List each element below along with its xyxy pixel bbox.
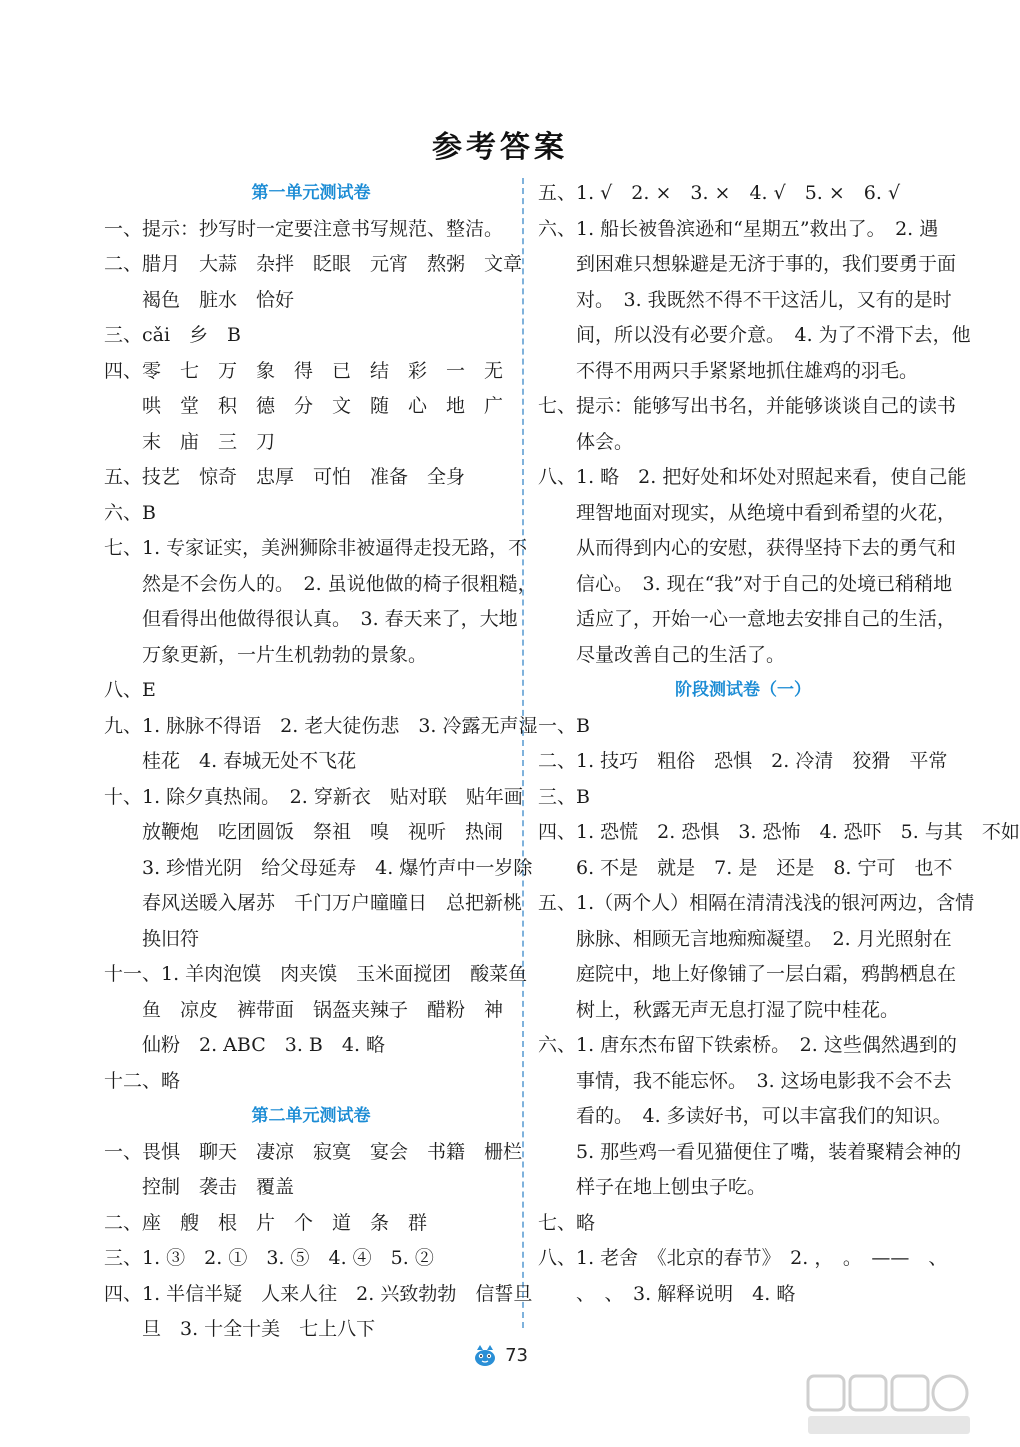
answer-line: 放鞭炮 吃团圆饭 祭祖 嗅 视听 热闹 (142, 821, 504, 843)
answer-line: 六、1. 船长被鲁滨逊和“星期五”救出了。 2. 遇 (538, 217, 939, 240)
answer-line: 六、B (104, 501, 156, 524)
answer-line: 体会。 (576, 430, 634, 453)
answer-line: 四、1. 恐慌 2. 恐惧 3. 恐怖 4. 恐吓 5. 与其 不如 (538, 821, 1020, 843)
right-column (538, 176, 1020, 1312)
answer-line: 五、1.（两个人）相隔在清清浅浅的银河两边，含情 (538, 892, 975, 914)
answer-line: 五、1. √ 2. × 3. × 4. √ 5. × 6. √ (538, 182, 901, 204)
answer-line: 一、提示：抄写时一定要注意书写规范、整洁。 (104, 217, 504, 240)
answer-line: 脉脉、相顾无言地痴痴凝望。 2. 月光照射在 (576, 927, 952, 950)
answer-line: 事情，我不能忘怀。 3. 这场电影我不会不去 (576, 1069, 952, 1092)
answer-line: 不得不用两只手紧紧地抓住雄鸡的羽毛。 (576, 359, 919, 382)
answer-line: 6. 不是 就是 7. 是 还是 8. 宁可 也不 (576, 856, 953, 879)
answer-line: 换旧符 (142, 927, 200, 950)
answer-line: 褐色 脏水 恰好 (142, 288, 295, 311)
page-footer (0, 1342, 1000, 1368)
answer-line: 十一、1. 羊肉泡馍 肉夹馍 玉米面搅团 酸菜鱼 (104, 963, 528, 985)
answer-line: 十二、略 (104, 1069, 181, 1092)
answer-line: 到困难只想躲避是无济于事的，我们要勇于面 (576, 253, 957, 275)
answer-line: 八、1. 老舍 《北京的春节》 2. ， 。 —— 、 (538, 1247, 948, 1269)
answer-line: 十、1. 除夕真热闹。 2. 穿新衣 贴对联 贴年画 (104, 785, 523, 808)
left-column (104, 176, 538, 1348)
answer-line: 八、1. 略 2. 把好处和坏处对照起来看，使自己能 (538, 466, 967, 488)
answer-line: 5. 那些鸡一看见猫便住了嘴，装着聚精会神的 (576, 1140, 962, 1163)
answer-line: 四、1. 半信半疑 人来人往 2. 兴致勃勃 信誓旦 (104, 1282, 533, 1305)
answer-line: 二、1. 技巧 粗俗 恐惧 2. 冷清 狡猾 平常 (538, 750, 948, 772)
answer-line: 从而得到内心的安慰，获得坚持下去的勇气和 (576, 537, 957, 559)
answer-line: 鱼 凉皮 裤带面 锅盔夹辣子 醋粉 神 (142, 998, 504, 1021)
answer-line: 春风送暖入屠苏 千门万户曈曈日 总把新桃 (142, 892, 523, 914)
answer-line: 但看得出他做得很认真。 3. 春天来了，大地 (142, 608, 518, 630)
answer-line: 七、1. 专家证实，美洲狮除非被逼得走投无路，不 (104, 537, 528, 559)
answer-line: 三、1. ③ 2. ① 3. ⑤ 4. ④ 5. ② (104, 1247, 434, 1269)
answer-line: 旦 3. 十全十美 七上八下 (142, 1318, 376, 1340)
answer-line: 间，所以没有必要介意。 4. 为了不滑下去，他 (576, 324, 971, 346)
mascot-icon (472, 1342, 498, 1368)
section-heading: 第一单元测试卷 (251, 183, 371, 203)
column-divider (522, 178, 524, 1328)
answer-line: 哄 堂 积 德 分 文 随 心 地 广 (142, 395, 504, 417)
section-heading: 第二单元测试卷 (251, 1106, 371, 1126)
answer-line: 二、腊月 大蒜 杂拌 眨眼 元宵 熬粥 文章 (104, 253, 523, 275)
answer-line: 九、1. 脉脉不得语 2. 老大徒伤悲 3. 冷露无声湿 (104, 714, 538, 737)
answer-line: 万象更新，一片生机勃勃的景象。 (142, 643, 428, 666)
answer-line: 一、B (538, 714, 590, 737)
answer-line: 信心。 3. 现在“我”对于自己的处境已稍稍地 (576, 572, 953, 595)
answer-line: 五、技艺 惊奇 忠厚 可怕 准备 全身 (104, 466, 466, 488)
answer-line: 一、畏惧 聊天 凄凉 寂寞 宴会 书籍 栅栏 (104, 1140, 523, 1163)
answer-line: 三、B (538, 785, 590, 808)
answer-line: 八、E (104, 679, 156, 701)
answer-line: 七、提示：能够写出书名，并能够谈谈自己的读书 (538, 395, 957, 417)
answer-line: 看的。 4. 多读好书，可以丰富我们的知识。 (576, 1105, 952, 1127)
answer-line: 控制 袭击 覆盖 (142, 1176, 295, 1198)
answer-line: 七、略 (538, 1211, 596, 1234)
section-heading: 阶段测试卷（一） (675, 680, 811, 700)
answer-line: 仙粉 2. ABC 3. B 4. 略 (142, 1034, 386, 1056)
answer-line: 桂花 4. 春城无处不飞花 (142, 750, 357, 772)
page-title: 参考答案 (432, 130, 568, 165)
answer-line: 庭院中，地上好像铺了一层白霜，鸦鹊栖息在 (576, 963, 957, 985)
answer-line: 样子在地上刨虫子吃。 (576, 1176, 767, 1198)
answer-line: 六、1. 唐东杰布留下铁索桥。 2. 这些偶然遇到的 (538, 1034, 957, 1056)
answer-line: 、 、 3. 解释说明 4. 略 (576, 1282, 796, 1305)
answer-line: 尽量改善自己的生活了。 (576, 643, 786, 666)
answer-line: 对。 3. 我既然不得不干这活儿，又有的是时 (576, 288, 952, 311)
answer-line: 然是不会伤人的。 2. 虽说他做的椅子很粗糙， (142, 572, 537, 595)
answer-line: 四、零 七 万 象 得 已 结 彩 一 无 (104, 359, 504, 382)
answer-line: 3. 珍惜光阴 给父母延寿 4. 爆竹声中一岁除 (142, 856, 533, 879)
watermark-logo (804, 1370, 974, 1440)
answer-line: 理智地面对现实，从绝境中看到希望的火花， (576, 501, 957, 524)
answer-line: 适应了，开始一心一意地去安排自己的生活， (576, 608, 957, 630)
page-number: 73 (505, 1344, 528, 1366)
answer-line: 三、cǎi 乡 B (104, 324, 242, 346)
answer-line: 二、座 艘 根 片 个 道 条 群 (104, 1211, 428, 1234)
answer-line: 末 庙 三 刀 (142, 430, 276, 453)
answer-line: 树上，秋露无声无息打湿了院中桂花。 (576, 998, 900, 1021)
